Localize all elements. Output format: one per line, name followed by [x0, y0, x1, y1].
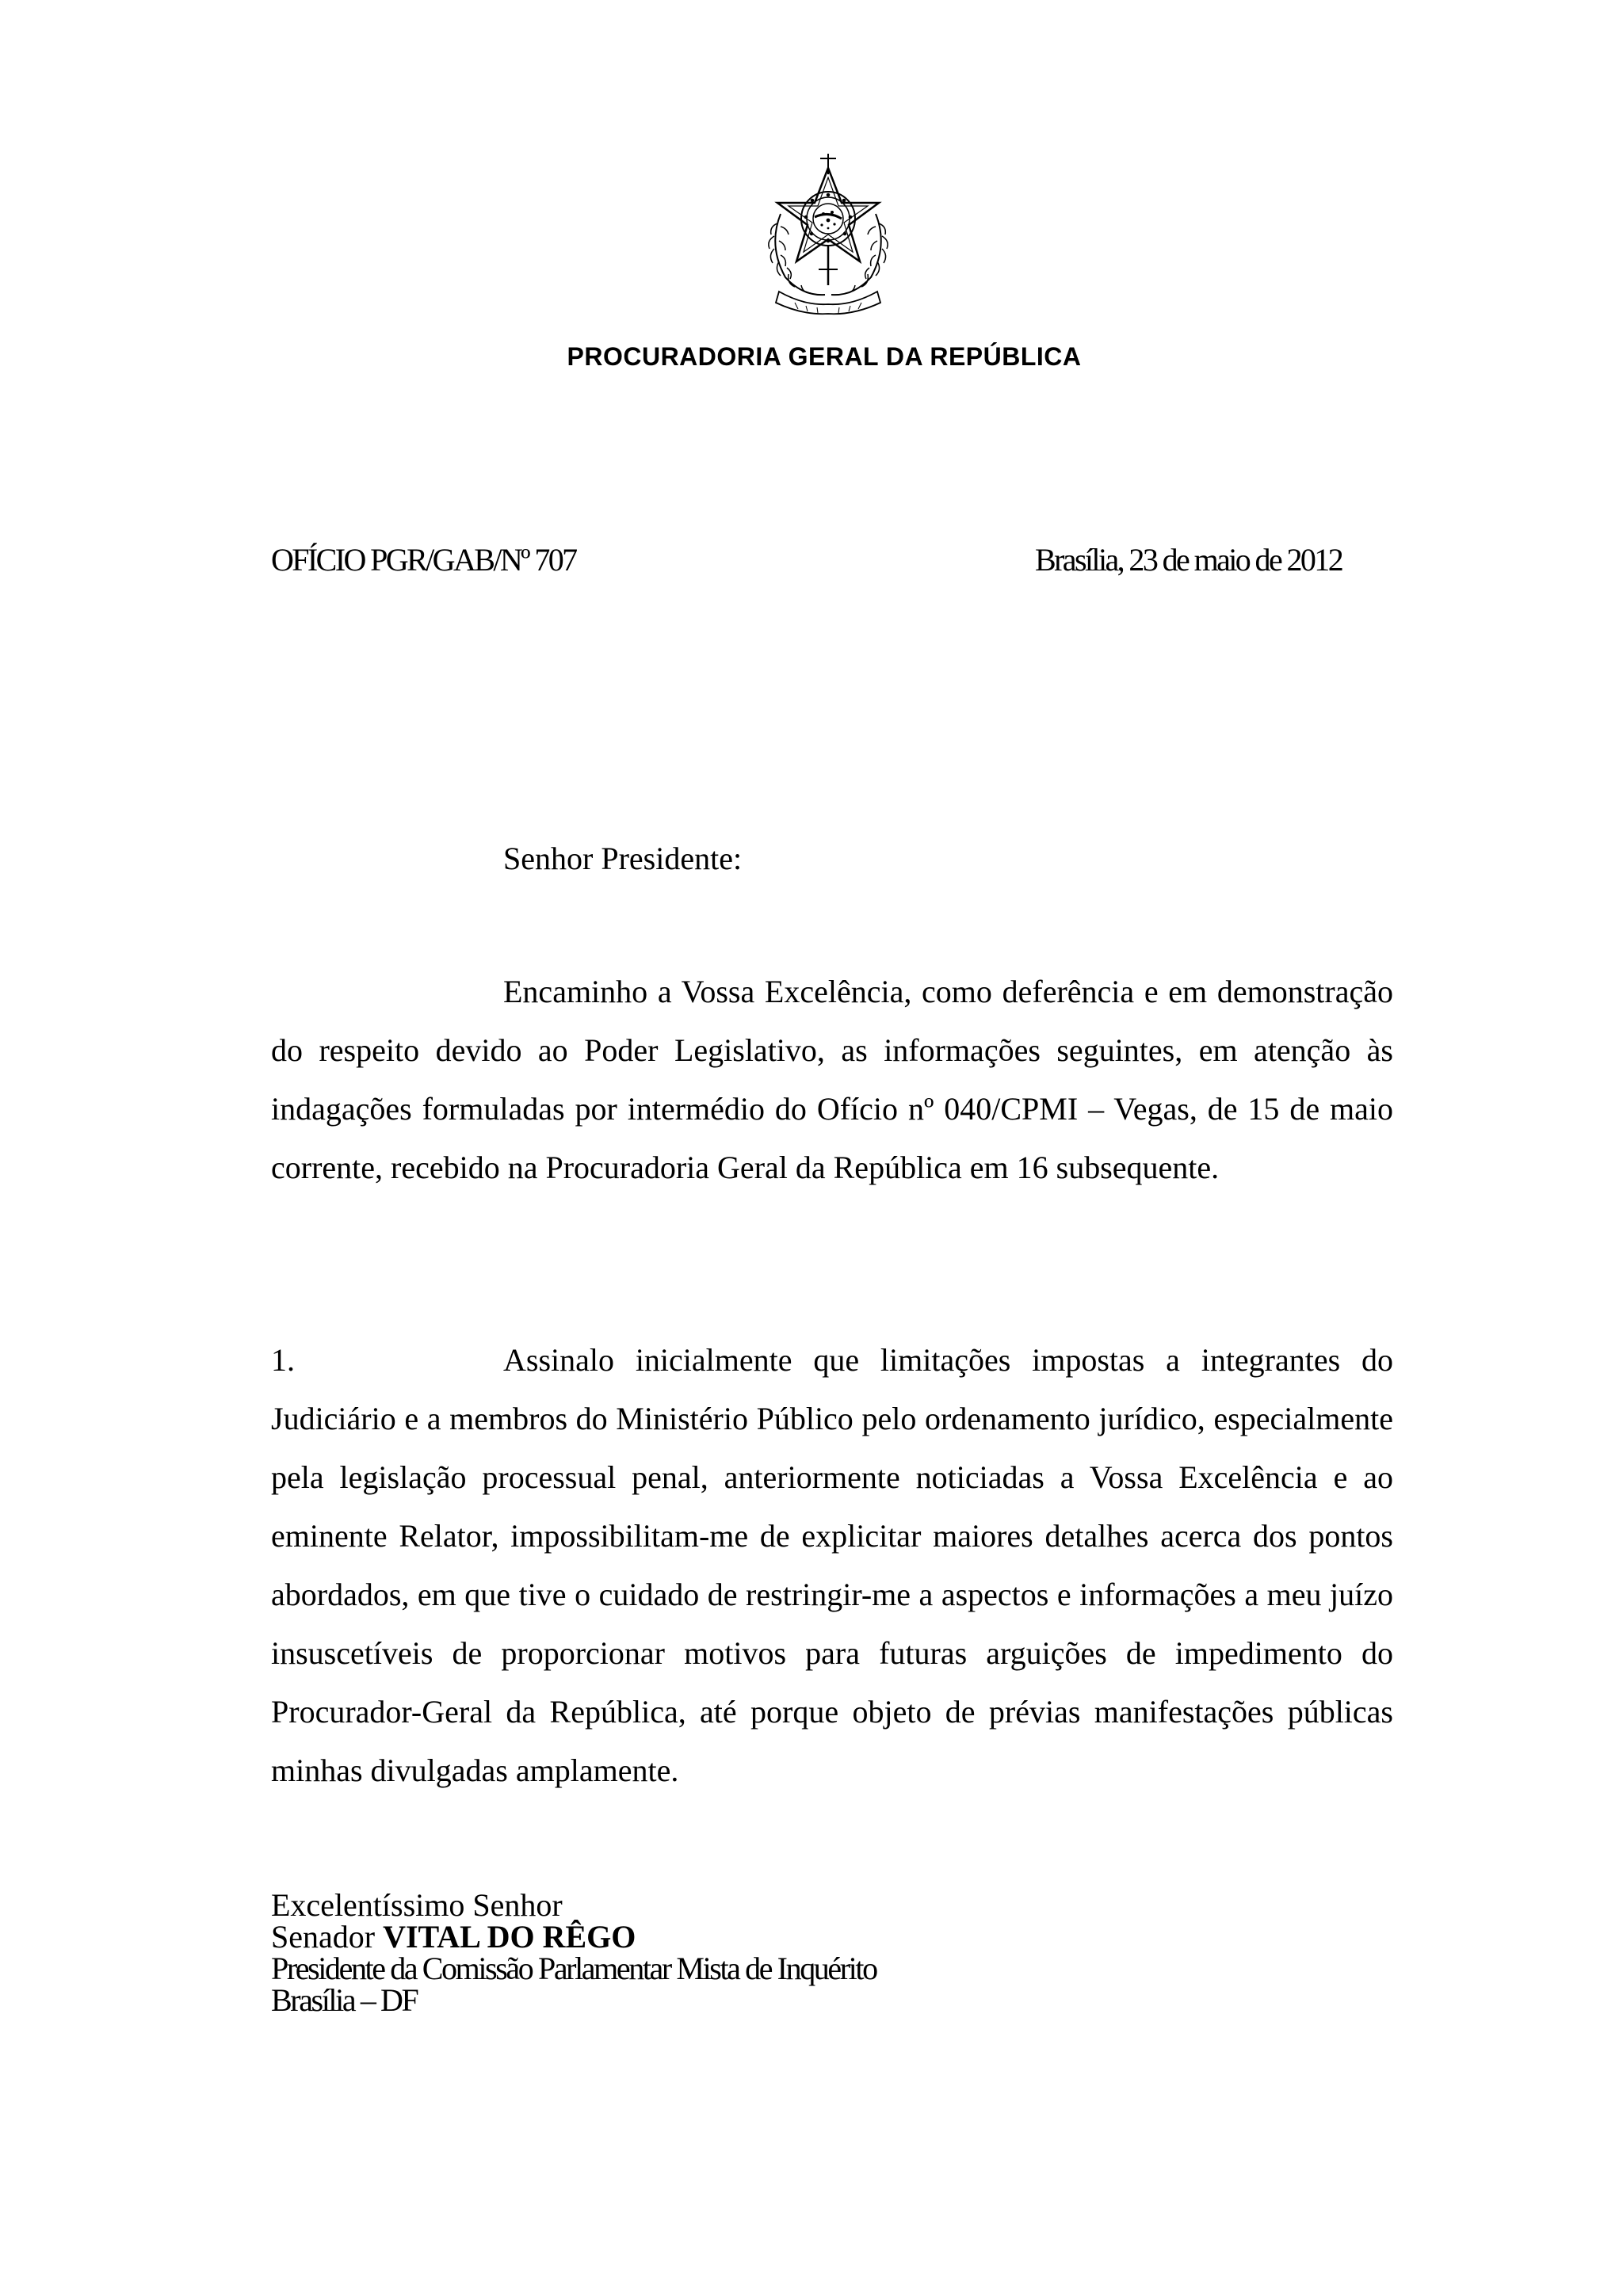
paragraph-number: 1. [271, 1342, 295, 1378]
addressee-position: Presidente da Comissão Parlamentar Mista de Inquérito [271, 1951, 876, 1986]
office-number: OFÍCIO PGR/GAB/Nº 707 [271, 542, 576, 578]
addressee-name: VITAL DO RÊGO [383, 1919, 636, 1955]
paragraph-text: Encaminho a Vossa Excelência, como deferência e em demonstração do respeito devido ao Poder Legislativo, as informações seguintes, em atenção às indagações formuladas por intermédio do Ofício nº 040/CPMI – Vegas, de 15 de maio corrente, recebido na Procuradoria Geral da República em 16 subsequente. [271, 974, 1393, 1185]
paragraph-text: Assinalo inicialmente que limitações impostas a integrantes do Judiciário e a membros do Ministério Público pelo ordenamento jurídico, especialmente pela legislação processual penal, anteriormente noticiadas a Vossa Excelência e ao eminente Relator, impossibilitam-me de explicitar maiores detalhes acerca dos pontos abordados, em que tive o cuidado de restringir-me a aspectos e informações a meu juízo insuscetíveis de proporcionar motivos para futuras arguições de impedimento do Procurador-Geral da República, até porque objeto de prévias manifestações públicas minhas divulgadas amplamente. [271, 1342, 1393, 1788]
addressee-salutation: Excelentíssimo Senhor [271, 1887, 563, 1923]
addressee-block [271, 1887, 876, 2018]
place-and-date: Brasília, 23 de maio de 2012 [1035, 542, 1342, 578]
coat-of-arms-icon [757, 151, 899, 317]
salutation: Senhor Presidente: [503, 841, 743, 876]
paragraph-intro [271, 963, 1393, 1197]
paragraph-1 [271, 1331, 1393, 1800]
addressee-name-line [271, 1921, 876, 1953]
addressee-location: Brasília – DF [271, 1982, 418, 2018]
institution-name: PROCURADORIA GERAL DA REPÚBLICA [567, 342, 1082, 371]
addressee-title: Senador [271, 1919, 376, 1955]
